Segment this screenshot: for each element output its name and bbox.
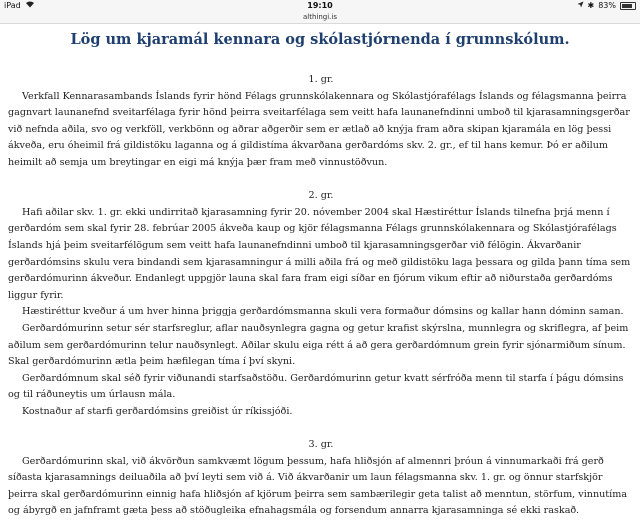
clock: 19:10 — [307, 1, 333, 10]
status-right — [577, 0, 636, 12]
address-bar[interactable] — [0, 12, 640, 24]
battery-percentage: 83% — [598, 1, 616, 10]
battery-fill — [622, 4, 632, 8]
section-gap — [8, 172, 634, 189]
paragraph: Hæstiréttur kveður á um hver hinna þriggja gerðardómsmanna skuli vera formaður dómsins og kallar hann dóminn saman. — [22, 306, 624, 318]
paragraph: Gerðardómurinn skal, við ákvörðun samkvæmt lögum þessum, hafa hliðsjón af almennri þróun á vinnumarkaði frá gerð síðasta kjarasamnings deiluaðila að því leyti sem við á. Við ákvarðanir um laun félagsmanna skv. 1. gr. og önnur starfskjör þeirra skal gerðardómurinn einnig hafa hliðsjón af kjörum þeirra sem sambærilegir geta talist að menntun, störfum, vinnutíma og ábyrgð en jafnframt gæta þess að stöðugleika efnahagsmála og forsendum annarra kjarasamninga sé ekki raskað. — [8, 455, 628, 517]
url-text[interactable]: althingi.is — [302, 13, 337, 21]
status-bar — [0, 0, 640, 12]
bluetooth-icon: ✱ — [587, 1, 595, 10]
battery-icon — [620, 2, 636, 10]
section-number: 3. gr. — [308, 439, 334, 451]
paragraph: Verkfall Kennarasambands Íslands fyrir hönd Félags grunnskólakennara og Skólastjórafélags Íslands og félagsmanna þeirra gagnvart launanefnd sveitarfélaga fyrir hönd þeirra sveitarfélaga sem veitt hafa launanefndinni umboð til kjarasamningsgerðar við nefnda aðila, svo og verkföll, verkbönn og aðrar aðgerðir sem er ætlað að knýja fram aðra skipan kjaramála en lög þessi ákveða, eru óheimil frá gildistöku laganna og á gildistíma ákvarðana gerðardóms skv. 2. gr., ef til hans kemur. Þó er aðilum heimilt að semja um breytingar en eigi má knýja þær fram með vinnustöðvun. — [8, 90, 630, 168]
section-gap — [8, 420, 634, 437]
page-title: Lög um kjaramál kennara og skólastjórnenda í grunnskólum. — [70, 31, 570, 48]
law-text — [8, 72, 634, 520]
section-number: 1. gr. — [308, 74, 334, 85]
device-name: iPad — [4, 1, 21, 10]
location-icon — [577, 0, 584, 12]
section-number: 2. gr. — [308, 190, 334, 202]
paragraph: Kostnaður af starfi gerðardómsins greiðist úr ríkissjóði. — [22, 405, 293, 417]
paragraph: Gerðardómurinn setur sér starfsreglur, aflar nauðsynlegra gagna og getur krafist skýrslna, munnlegra og skriflegra, af þeim aðilum sem gerðardómurinn telur nauðsynlegt. Aðilar skulu eiga rétt á að gera gerðardómnum grein fyrir sjónarmiðum sínum. Skal gerðardómurinn ætla þeim hæfilegan tíma í því skyni. — [8, 322, 629, 368]
paragraph: Hafi aðilar skv. 1. gr. ekki undirritað kjarasamning fyrir 20. nóvember 2004 skal Hæstiréttur Íslands tilnefna þrjá menn í gerðardóm sem skal fyrir 28. febrúar 2005 ákveða kaup og kjör félagsmanna Félags grunnskólakennara og Skólastjórafélags Íslands hjá þeim sveitarfélögum sem veitt hafa launanefndinni umboð til kjarasamningsgerðar við félögin. Ákvarðanir gerðardómsins skulu vera bindandi sem kjarasamningur á milli aðila frá og með gildistöku laga þessara og gilda þann tíma sem gerðardómurinn ákveður. Endanlegt uppgjör launa skal fara fram eigi síðar en fjórum vikum eftir að niðurstaða gerðardóms liggur fyrir. — [8, 206, 631, 301]
paragraph: Gerðardómnum skal séð fyrir viðunandi starfsaðstöðu. Gerðardómurinn getur kvatt sérfróða menn til starfa í þágu dómsins og til ráðuneytis um úrlausn mála. — [8, 372, 624, 401]
